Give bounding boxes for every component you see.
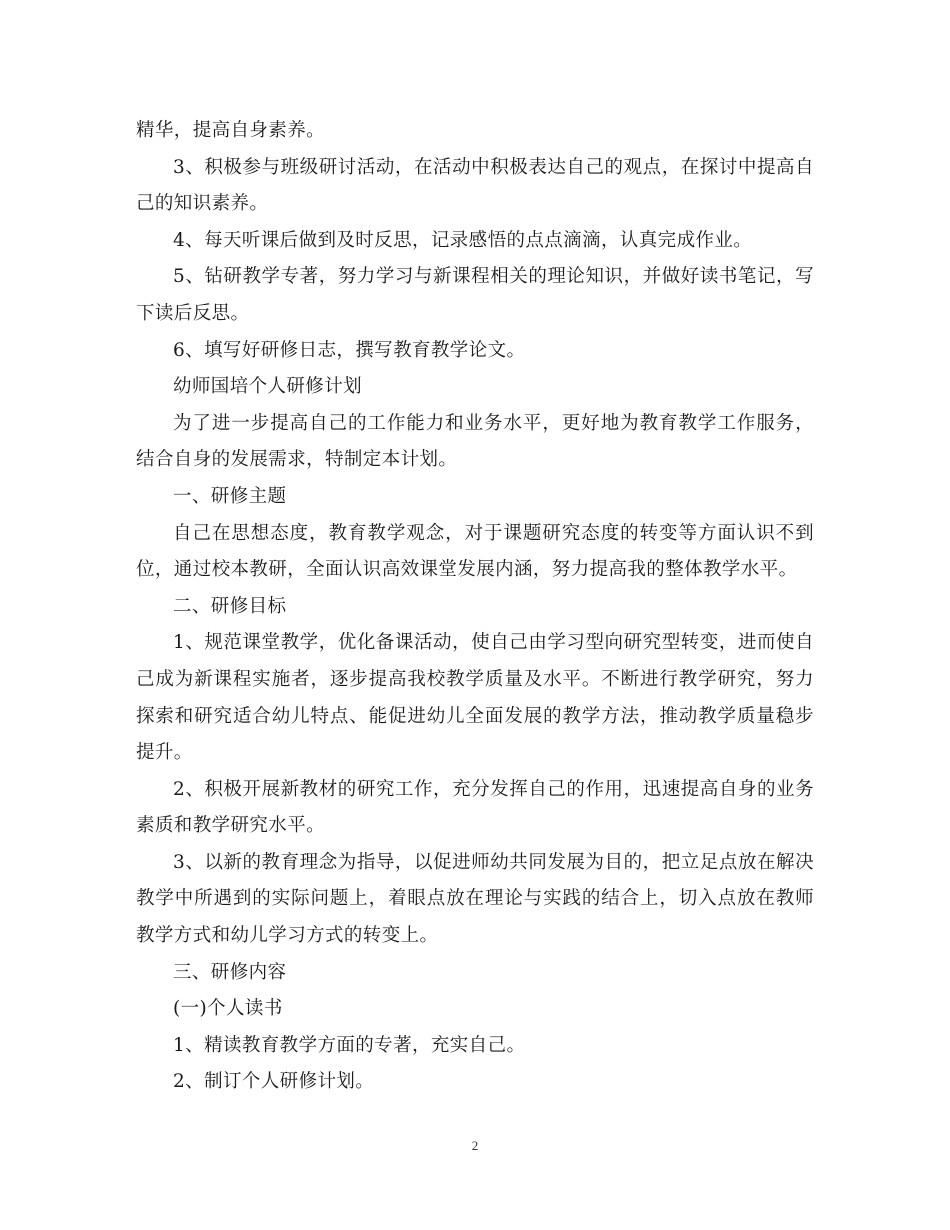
paragraph-goal-3: 3、以新的教育理念为指导，以促进师幼共同发展为目的，把立足点放在解决教学中所遇到的实际问题上，着眼点放在理论与实践的结合上，切入点放在教师教学方式和幼儿学习方式的转变上。 [136,851,814,947]
paragraph-item-5: 5、钻研教学专著，努力学习与新课程相关的理论知识，并做好读书笔记，写下读后反思。 [136,266,814,324]
heading-research-theme: 一、研修主题 [173,485,287,507]
subheading-personal-reading: (一)个人读书 [173,998,283,1020]
section-title: 幼师国培个人研修计划 [173,376,363,398]
paragraph-goal-2: 2、积极开展新教材的研究工作，充分发挥自己的作用，迅速提高自身的业务素质和教学研究水平。 [136,778,814,837]
paragraph-item-3: 3、积极参与班级研讨活动，在活动中积极表达自己的观点，在探讨中提高自己的知识素养。 [136,156,814,215]
heading-research-content: 三、研修内容 [173,961,287,983]
paragraph-reading-2: 2、制订个人研修计划。 [173,1071,375,1093]
paragraph-research-theme: 自己在思想态度，教育教学观念，对于课题研究态度的转变等方面认识不到位，通过校本教研，全面认识高效课堂发展内涵，努力提高我的整体教学水平。 [136,522,814,581]
paragraph-continuation: 精华，提高自身素养。 [136,120,326,141]
paragraph-item-6: 6、填写好研修日志，撰写教育教学论文。 [173,339,526,361]
paragraph-reading-1: 1、精读教育教学方面的专著，充实自己。 [173,1034,526,1056]
paragraph-item-4: 4、每天听课后做到及时反思，记录感悟的点点滴滴，认真完成作业。 [173,229,753,251]
heading-research-goals: 二、研修目标 [173,595,287,617]
document-body [136,113,814,1101]
paragraph-goal-1: 1、规范课堂教学，优化备课活动，使自己由学习型向研究型转变，进而使自己成为新课程实施者，逐步提高我校教学质量及水平。不断进行教学研究，努力探索和研究适合幼儿特点、能促进幼儿全面发展的教学方法，推动教学质量稳步提升。 [136,632,814,764]
paragraph-intro: 为了进一步提高自己的工作能力和业务水平，更好地为教育教学工作服务，结合自身的发展需求，特制定本计划。 [136,412,814,471]
page-number: 2 [471,1138,479,1153]
